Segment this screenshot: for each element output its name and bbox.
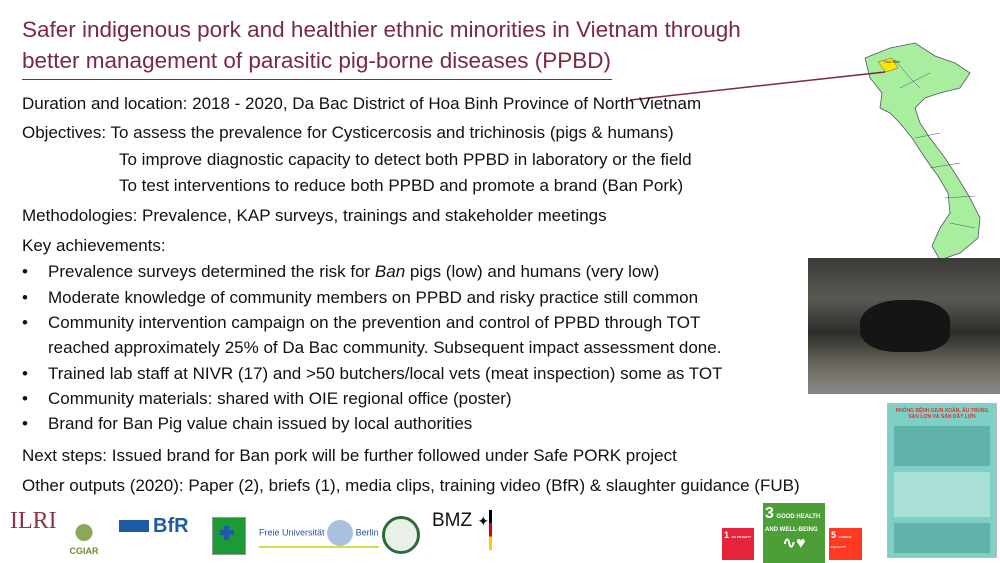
fu-berlin-logo: Freie Universität Berlin [259,520,379,548]
sdg-1-icon: 1 NO POVERTY [722,528,754,560]
university-seal-logo [382,516,420,554]
bullet-4: • Trained lab staff at NIVR (17) and >50 butchers/local vets (meat inspection) some as TOT [22,364,723,383]
key-achievements-heading: Key achievements: [22,236,166,255]
title-line-2: better management of parasitic pig-borne diseases (PPBD) [22,48,612,73]
objective-1: Objectives: To assess the prevalence for Cysticercosis and trichinosis (pigs & humans) [22,123,674,142]
cgiar-logo: CGIAR [64,522,104,557]
bullet-3-cont: reached approximately 25% of Da Bac community. Subsequent impact assessment done. [48,338,722,357]
title-line-1: Safer indigenous pork and healthier ethnic minorities in Vietnam through [22,17,741,42]
next-steps-text: Next steps: Issued brand for Ban pork will be further followed under Safe PORK project [22,446,677,465]
bullet-2: • Moderate knowledge of community members on PPBD and risky practice still common [22,288,699,307]
pig-figure [860,300,950,352]
objective-2: To improve diagnostic capacity to detect both PPBD in laboratory or the field [119,150,692,169]
vietnam-map [820,18,1000,263]
sdg-5-icon: 5 GENDER EQUALITY [829,528,862,560]
bullet-3: • Community intervention campaign on the prevention and control of PPBD through TOT [22,313,701,332]
map-label: Hoa Binh [884,59,901,64]
bullet-5: • Community materials: shared with OIE regional office (poster) [22,389,512,408]
ilri-logo: ILRI [10,508,57,534]
title-underline [22,79,612,80]
sdg-3-icon: 3 GOOD HEALTH AND WELL-BEING ∿♥ [763,503,825,563]
methodologies-text: Methodologies: Prevalence, KAP surveys, trainings and stakeholder meetings [22,206,607,225]
community-poster: PHÒNG BỆNH GIUN XOẮN, ẤU TRÙNG SÁN LỢN VÀ SÁN DÂY LỢN [887,403,997,558]
other-outputs-text: Other outputs (2020): Paper (2), briefs (1), media clips, training video (BfR) & slaughter guidance (FUB) [22,476,800,495]
objective-3: To test interventions to reduce both PPBD and promote a brand (Ban Pork) [119,176,684,195]
bfr-logo: BfR [119,515,199,538]
bmz-logo: BMZ ✦ [432,510,492,550]
nivr-logo [212,517,246,555]
duration-text: Duration and location: 2018 - 2020, Da Bac District of Hoa Binh Province of North Vietnam [22,94,702,113]
bullet-1: • Prevalence surveys determined the risk for Ban pigs (low) and humans (very low) [22,262,660,281]
bullet-6: • Brand for Ban Pig value chain issued by local authorities [22,414,473,433]
